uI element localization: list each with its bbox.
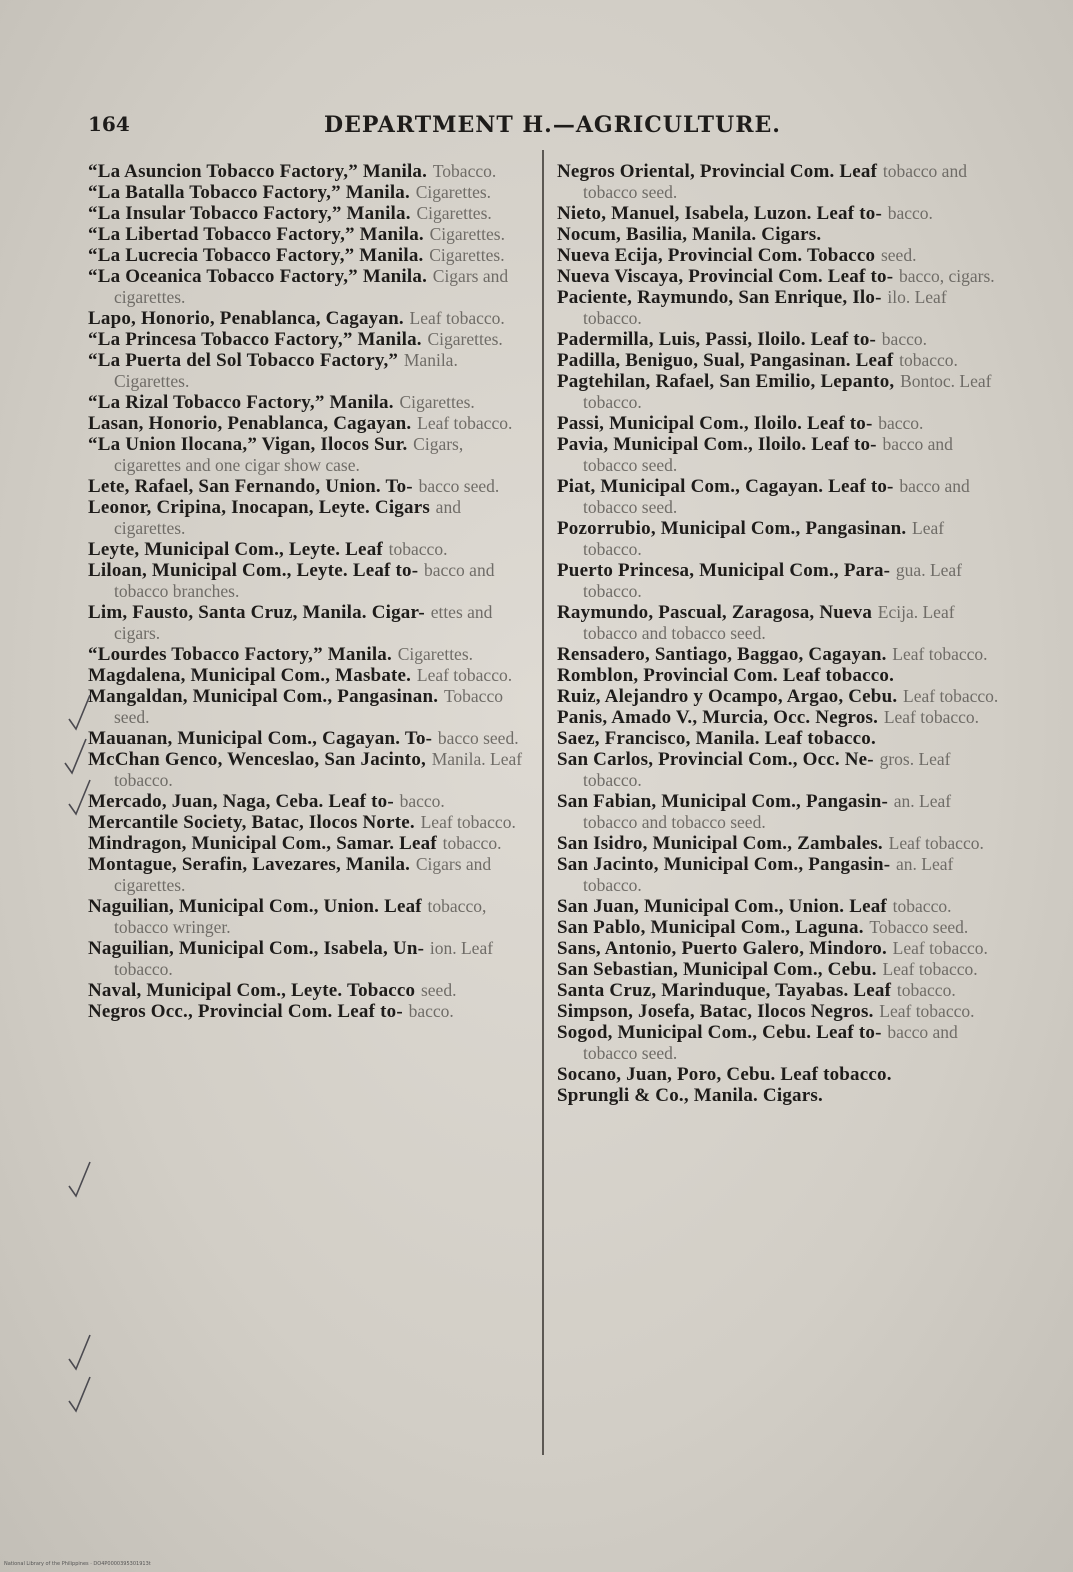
entry-products: Leaf tobacco. xyxy=(903,686,999,706)
handwritten-check-mark-icon xyxy=(66,693,92,733)
entry-products: Manila. Cigarettes. xyxy=(114,350,458,391)
scan-source-footer: National Library of the Philippines · DO4P0000395301913t xyxy=(4,1561,151,1567)
handwritten-check-mark-icon xyxy=(66,1375,92,1415)
entry-products: tobacco, tobacco wringer. xyxy=(114,896,487,937)
directory-entry xyxy=(88,434,528,476)
entry-name: Mercantile Society, Batac, Ilocos Norte. xyxy=(88,812,415,833)
entry-products: bacco. xyxy=(399,791,445,811)
entry-name: Naguilian, Municipal Com., Isabela, Un- xyxy=(88,938,425,959)
entry-name: “La Insular Tobacco Factory,” Manila. xyxy=(88,203,411,224)
entry-name: Liloan, Municipal Com., Leyte. Leaf to- xyxy=(88,560,419,581)
directory-entry xyxy=(88,308,528,329)
entry-name: Mangaldan, Municipal Com., Pangasinan. xyxy=(88,686,439,707)
directory-entry xyxy=(557,434,999,476)
entry-products: bacco and tobacco seed. xyxy=(583,434,953,475)
directory-entry xyxy=(88,602,528,644)
page-number: 164 xyxy=(88,112,130,136)
entry-name: Lasan, Honorio, Penablanca, Cagayan. xyxy=(88,413,412,434)
directory-entry xyxy=(557,644,999,665)
directory-entry xyxy=(557,728,999,749)
entry-name: McChan Genco, Wenceslao, San Jacinto, xyxy=(88,749,426,770)
directory-entry xyxy=(88,497,528,539)
entry-products: Manila. Leaf tobacco. xyxy=(114,749,523,790)
entry-name: Negros Oriental, Provincial Com. Leaf xyxy=(557,161,878,182)
entry-name: “La Union Ilocana,” Vigan, Ilocos Sur. xyxy=(88,434,408,455)
directory-entry xyxy=(557,476,999,518)
entry-name: Santa Cruz, Marinduque, Tayabas. Leaf xyxy=(557,980,892,1001)
directory-entry xyxy=(88,476,528,497)
entry-name: San Fabian, Municipal Com., Pangasin- xyxy=(557,791,888,812)
directory-entry xyxy=(557,266,999,287)
entry-name: Padermilla, Luis, Passi, Iloilo. Leaf to- xyxy=(557,329,877,350)
entry-products: Leaf tobacco. xyxy=(892,644,988,664)
entry-name: “La Batalla Tobacco Factory,” Manila. xyxy=(88,182,410,203)
entry-name: “La Puerta del Sol Tobacco Factory,” xyxy=(88,350,399,371)
entry-name: Nocum, Basilia, Manila. Cigars. xyxy=(557,224,822,245)
entry-products: bacco and tobacco seed. xyxy=(583,476,970,517)
entry-name: Padilla, Beniguo, Sual, Pangasinan. Leaf xyxy=(557,350,894,371)
entry-name: San Isidro, Municipal Com., Zambales. xyxy=(557,833,883,854)
directory-entry xyxy=(557,371,999,413)
directory-entry xyxy=(88,329,528,350)
entry-name: Paciente, Raymundo, San Enrique, Ilo- xyxy=(557,287,882,308)
directory-entry xyxy=(88,728,528,749)
directory-entry xyxy=(88,392,528,413)
entry-name: Lete, Rafael, San Fernando, Union. To- xyxy=(88,476,413,497)
directory-entry xyxy=(557,833,999,854)
entry-products: Leaf tobacco. xyxy=(882,959,978,979)
entry-name: Romblon, Provincial Com. Leaf tobacco. xyxy=(557,665,895,686)
directory-entry xyxy=(557,350,999,371)
entry-products: tobacco. xyxy=(899,350,958,370)
directory-entry xyxy=(88,266,528,308)
directory-entry xyxy=(88,791,528,812)
entry-products: Ecija. Leaf tobacco and tobacco seed. xyxy=(583,602,955,643)
directory-entry xyxy=(557,959,999,980)
entry-products: Leaf tobacco. xyxy=(883,707,980,727)
directory-entry xyxy=(557,602,999,644)
entry-name: San Sebastian, Municipal Com., Cebu. xyxy=(557,959,877,980)
entry-products: Cigarettes. xyxy=(429,245,505,265)
directory-entry xyxy=(557,413,999,434)
entry-name: “La Princesa Tobacco Factory,” Manila. xyxy=(88,329,422,350)
entry-products: ion. Leaf tobacco. xyxy=(114,938,494,979)
entry-products: gua. Leaf tobacco. xyxy=(583,560,962,601)
entry-name: Nueva Viscaya, Provincial Com. Leaf to- xyxy=(557,266,894,287)
handwritten-check-mark-icon xyxy=(66,1160,92,1200)
directory-entry xyxy=(557,707,999,728)
entry-products: seed. xyxy=(880,245,917,265)
entry-products: bacco. xyxy=(881,329,927,349)
entry-products: Cigarettes. xyxy=(427,329,503,349)
directory-entry xyxy=(557,203,999,224)
entry-name: Raymundo, Pascual, Zaragosa, Nueva xyxy=(557,602,873,623)
entry-products: bacco. xyxy=(408,1001,454,1021)
entry-products: tobacco. xyxy=(896,980,956,1000)
entry-products: an. Leaf tobacco. xyxy=(583,854,954,895)
directory-entry xyxy=(88,203,528,224)
directory-entry xyxy=(88,980,528,1001)
directory-entry xyxy=(88,182,528,203)
entry-products: gros. Leaf tobacco. xyxy=(583,749,951,790)
entry-name: San Juan, Municipal Com., Union. Leaf xyxy=(557,896,887,917)
directory-entry xyxy=(88,413,528,434)
entry-products: Tobacco. xyxy=(432,161,497,181)
entry-name: “La Oceanica Tobacco Factory,” Manila. xyxy=(88,266,428,287)
entry-name: Montague, Serafin, Lavezares, Manila. xyxy=(88,854,411,875)
entry-name: Socano, Juan, Poro, Cebu. Leaf tobacco. xyxy=(557,1064,892,1085)
entry-products: Cigarettes. xyxy=(399,392,475,412)
directory-entry xyxy=(88,749,528,791)
directory-entry xyxy=(557,560,999,602)
entry-products: bacco. xyxy=(878,413,924,433)
entry-products: and cigarettes. xyxy=(114,497,461,538)
entry-name: Pagtehilan, Rafael, San Emilio, Lepanto, xyxy=(557,371,895,392)
handwritten-check-mark-icon xyxy=(66,778,92,818)
column-divider xyxy=(542,150,544,1455)
entry-products: Leaf tobacco. xyxy=(888,833,984,853)
entry-products: ilo. Leaf tobacco. xyxy=(583,287,947,328)
directory-entry xyxy=(557,287,999,329)
entry-name: Leonor, Cripina, Inocapan, Leyte. Cigars xyxy=(88,497,430,518)
directory-entry xyxy=(88,560,528,602)
entry-name: Naguilian, Municipal Com., Union. Leaf xyxy=(88,896,422,917)
entry-name: “La Asuncion Tobacco Factory,” Manila. xyxy=(88,161,428,182)
entry-name: Rensadero, Santiago, Baggao, Cagayan. xyxy=(557,644,887,665)
entry-products: Leaf tobacco. xyxy=(420,812,516,832)
running-head: DEPARTMENT H.—AGRICULTURE. xyxy=(324,112,781,138)
directory-entry xyxy=(557,1022,999,1064)
entry-products: tobacco and tobacco seed. xyxy=(583,161,967,202)
entry-products: bacco and tobacco seed. xyxy=(583,1022,958,1063)
entry-name: Leyte, Municipal Com., Leyte. Leaf xyxy=(88,539,383,560)
directory-entry xyxy=(557,224,999,245)
entry-name: Naval, Municipal Com., Leyte. Tobacco xyxy=(88,980,416,1001)
directory-entry xyxy=(88,833,528,854)
entry-products: bacco seed. xyxy=(437,728,519,748)
entry-products: an. Leaf tobacco and tobacco seed. xyxy=(583,791,952,832)
entry-products: Cigars and cigarettes. xyxy=(114,266,509,307)
entry-name: Negros Occ., Provincial Com. Leaf to- xyxy=(88,1001,403,1022)
entry-products: Cigars, cigarettes and one cigar show case. xyxy=(114,434,464,475)
entry-products: bacco, cigars. xyxy=(898,266,995,286)
directory-entry xyxy=(557,917,999,938)
entry-name: Mercado, Juan, Naga, Ceba. Leaf to- xyxy=(88,791,394,812)
entry-name: Nueva Ecija, Provincial Com. Tobacco xyxy=(557,245,876,266)
directory-entry xyxy=(557,161,999,203)
directory-entry xyxy=(557,749,999,791)
directory-entry xyxy=(88,938,528,980)
entry-products: Cigarettes. xyxy=(416,203,492,223)
entry-products: bacco seed. xyxy=(418,476,500,496)
entry-products: Tobacco seed. xyxy=(114,686,503,727)
entry-products: Bontoc. Leaf tobacco. xyxy=(583,371,992,412)
directory-entry xyxy=(557,245,999,266)
directory-entry xyxy=(88,644,528,665)
entry-name: “Lourdes Tobacco Factory,” Manila. xyxy=(88,644,392,665)
entry-products: bacco and tobacco branches. xyxy=(114,560,495,601)
entry-name: Piat, Municipal Com., Cagayan. Leaf to- xyxy=(557,476,894,497)
directory-entry xyxy=(557,1001,999,1022)
entry-products: Cigars and cigarettes. xyxy=(114,854,492,895)
directory-entry xyxy=(557,854,999,896)
directory-entry xyxy=(557,686,999,707)
entry-products: seed. xyxy=(420,980,457,1000)
directory-entry xyxy=(88,812,528,833)
directory-entry xyxy=(557,791,999,833)
entry-name: Ruiz, Alejandro y Ocampo, Argao, Cebu. xyxy=(557,686,898,707)
directory-entry xyxy=(88,686,528,728)
entry-name: Pozorrubio, Municipal Com., Pangasinan. xyxy=(557,518,907,539)
entry-name: Magdalena, Municipal Com., Masbate. xyxy=(88,665,412,686)
entry-products: Leaf tobacco. xyxy=(892,938,988,958)
entry-products: tobacco. xyxy=(442,833,502,853)
entry-name: Sans, Antonio, Puerto Galero, Mindoro. xyxy=(557,938,887,959)
entry-products: bacco. xyxy=(887,203,933,223)
entry-name: San Pablo, Municipal Com., Laguna. xyxy=(557,917,864,938)
entry-products: tobacco. xyxy=(388,539,448,559)
entry-name: San Carlos, Provincial Com., Occ. Ne- xyxy=(557,749,874,770)
right-column xyxy=(557,161,999,1106)
entry-products: Leaf tobacco. xyxy=(879,1001,975,1021)
directory-entry xyxy=(88,854,528,896)
entry-name: Lapo, Honorio, Penablanca, Cagayan. xyxy=(88,308,404,329)
entry-products: Cigarettes. xyxy=(397,644,474,664)
entry-products: Leaf tobacco. xyxy=(409,308,505,328)
entry-name: Sprungli & Co., Manila. Cigars. xyxy=(557,1085,823,1106)
left-column xyxy=(88,161,528,1022)
entry-name: “La Libertad Tobacco Factory,” Manila. xyxy=(88,224,424,245)
entry-name: Simpson, Josefa, Batac, Ilocos Negros. xyxy=(557,1001,874,1022)
directory-entry xyxy=(88,1001,528,1022)
entry-products: Leaf tobacco. xyxy=(417,413,513,433)
entry-products: tobacco. xyxy=(892,896,952,916)
entry-name: San Jacinto, Municipal Com., Pangasin- xyxy=(557,854,891,875)
directory-entry xyxy=(557,518,999,560)
entry-name: Pavia, Municipal Com., Iloilo. Leaf to- xyxy=(557,434,877,455)
directory-entry xyxy=(88,665,528,686)
directory-entry xyxy=(88,245,528,266)
directory-entry xyxy=(557,1085,999,1106)
entry-products: Tobacco seed. xyxy=(869,917,969,937)
entry-products: Leaf tobacco. xyxy=(583,518,945,559)
entry-name: Saez, Francisco, Manila. Leaf tobacco. xyxy=(557,728,876,749)
entry-name: Mindragon, Municipal Com., Samar. Leaf xyxy=(88,833,437,854)
directory-entry xyxy=(557,1064,999,1085)
entry-name: Panis, Amado V., Murcia, Occ. Negros. xyxy=(557,707,879,728)
entry-name: “La Lucrecia Tobacco Factory,” Manila. xyxy=(88,245,424,266)
directory-entry xyxy=(557,938,999,959)
directory-entry xyxy=(88,896,528,938)
directory-entry xyxy=(557,665,999,686)
handwritten-check-mark-icon xyxy=(62,737,88,777)
directory-entry xyxy=(557,980,999,1001)
entry-name: “La Rizal Tobacco Factory,” Manila. xyxy=(88,392,394,413)
entry-products: Leaf tobacco. xyxy=(416,665,513,685)
entry-name: Lim, Fausto, Santa Cruz, Manila. Cigar- xyxy=(88,602,425,623)
directory-entry xyxy=(88,539,528,560)
entry-name: Sogod, Municipal Com., Cebu. Leaf to- xyxy=(557,1022,882,1043)
directory-entry xyxy=(88,350,528,392)
directory-entry xyxy=(88,224,528,245)
handwritten-check-mark-icon xyxy=(66,1333,92,1373)
page-header xyxy=(88,112,988,142)
directory-entry xyxy=(88,161,528,182)
entry-products: Cigarettes. xyxy=(429,224,505,244)
entry-products: Cigarettes. xyxy=(415,182,492,202)
entry-name: Passi, Municipal Com., Iloilo. Leaf to- xyxy=(557,413,873,434)
directory-entry xyxy=(557,329,999,350)
entry-name: Puerto Princesa, Municipal Com., Para- xyxy=(557,560,891,581)
entry-name: Nieto, Manuel, Isabela, Luzon. Leaf to- xyxy=(557,203,882,224)
entry-name: Mauanan, Municipal Com., Cagayan. To- xyxy=(88,728,433,749)
directory-entry xyxy=(557,896,999,917)
entry-products: ettes and cigars. xyxy=(114,602,493,643)
